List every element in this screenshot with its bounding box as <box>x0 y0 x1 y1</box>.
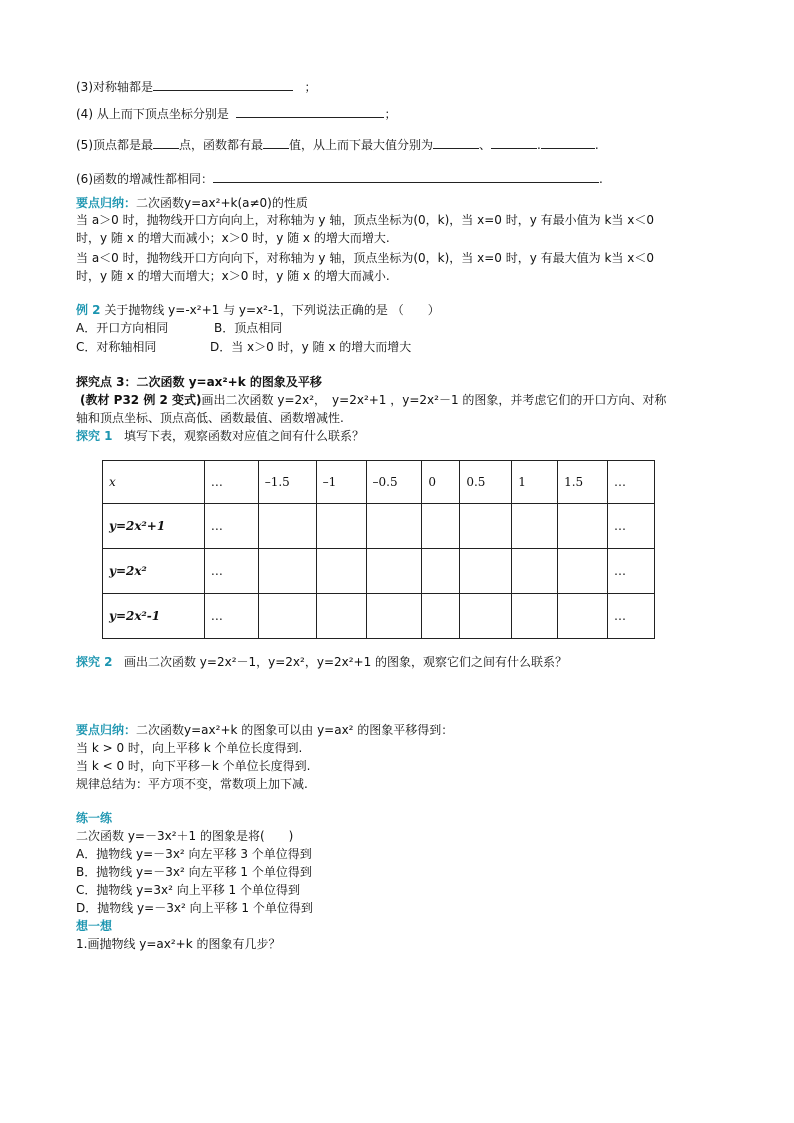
table-cell[interactable] <box>460 594 512 639</box>
summary1-title: 要点归纳： <box>76 196 137 210</box>
table-header-cell: … <box>608 461 655 504</box>
section3-source: (教材 P32 例 2 变式) <box>80 393 202 407</box>
summary2-line2: 当 k > 0 时，向上平移 k 个单位长度得到. <box>76 741 303 755</box>
q5-part-a: (5)顶点都是最 <box>76 138 153 152</box>
practice-option-c[interactable]: C．抛物线 y=3x² 向上平移 1 个单位得到 <box>76 883 300 897</box>
table-row <box>103 594 655 639</box>
table-cell[interactable] <box>558 549 608 594</box>
section3-line1-wrap <box>80 392 666 408</box>
section3-title: 探究点 3：二次函数 y=ax²+k 的图象及平移 <box>76 375 322 389</box>
table-cell[interactable] <box>316 549 366 594</box>
explore2-text: 画出二次函数 y=2x²－1，y=2x²，y=2x²+1 的图象，观察它们之间有什么联系？ <box>123 655 568 669</box>
q4-blank[interactable] <box>236 105 384 118</box>
table-cell[interactable] <box>422 594 460 639</box>
table-cell[interactable] <box>512 504 558 549</box>
table-cell[interactable] <box>460 504 512 549</box>
example2-question-line <box>76 302 440 318</box>
q4-suffix: ； <box>384 107 397 121</box>
q3-prefix: (3)对称轴都是 <box>76 80 153 94</box>
table-header-cell: 1 <box>512 461 558 504</box>
table-cell[interactable] <box>366 504 422 549</box>
q6-prefix: (6)函数的增减性都相同： <box>76 172 213 186</box>
practice-option-b[interactable]: B．抛物线 y=－3x² 向左平移 1 个单位得到 <box>76 865 312 879</box>
row-label: y=2x²-1 <box>103 594 205 639</box>
summary2-title: 要点归纳： <box>76 723 137 737</box>
row-label: y=2x²+1 <box>103 504 205 549</box>
table-row <box>103 549 655 594</box>
row-ellipsis-left: … <box>204 594 258 639</box>
question-6 <box>76 170 603 187</box>
table-header-cell: 0.5 <box>460 461 512 504</box>
q5-sep-1: 、 <box>479 138 492 152</box>
example2-option-c[interactable]: C．对称轴相同 <box>76 340 157 354</box>
table-cell[interactable] <box>258 594 316 639</box>
example2-option-d[interactable]: D．当 x＞0 时，y 随 x 的增大而增大 <box>210 340 412 354</box>
q6-suffix: . <box>599 172 603 186</box>
example2-row1 <box>76 320 283 336</box>
explore2-line <box>76 654 567 670</box>
q3-blank[interactable] <box>153 78 293 91</box>
summary1-line2: 时，y 随 x 的增大而减小；x＞0 时，y 随 x 的增大而增大. <box>76 231 390 245</box>
row-ellipsis-left: … <box>204 549 258 594</box>
table-cell[interactable] <box>558 504 608 549</box>
example2-question: 关于抛物线 y=-x²+1 与 y=x²-1，下列说法正确的是 （ ） <box>104 303 440 317</box>
practice-title: 练一练 <box>76 811 113 825</box>
table-row <box>103 504 655 549</box>
row-label: y=2x² <box>103 549 205 594</box>
table-header-cell: 1.5 <box>558 461 608 504</box>
table-cell[interactable] <box>258 549 316 594</box>
q5-part-c: 值，从上而下最大值分别为 <box>289 138 434 152</box>
table-header-cell: 0 <box>422 461 460 504</box>
explore1-line <box>76 428 364 444</box>
table-header-row <box>103 461 655 504</box>
row-ellipsis-left: … <box>204 504 258 549</box>
summary2-line3: 当 k < 0 时，向下平移－k 个单位长度得到. <box>76 759 311 773</box>
example2-option-b[interactable]: B．顶点相同 <box>214 321 283 335</box>
example2-option-a[interactable]: A．开口方向相同 <box>76 321 169 335</box>
q5-sep-2: . <box>537 138 541 152</box>
table-header-cell: –1.5 <box>258 461 316 504</box>
q5-blank-4[interactable] <box>491 136 537 149</box>
explore2-title: 探究 2 <box>76 655 113 669</box>
summary1-heading-line <box>76 195 308 211</box>
q5-blank-5[interactable] <box>541 136 595 149</box>
example2-title: 例 2 <box>76 303 101 317</box>
summary2-line4: 规律总结为：平方项不变，常数项上加下减. <box>76 777 308 791</box>
question-5 <box>76 136 599 153</box>
q5-end: . <box>594 138 599 152</box>
explore1-text: 填写下表，观察函数对应值之间有什么联系？ <box>123 429 364 443</box>
table-cell[interactable] <box>512 549 558 594</box>
table-header-cell: … <box>204 461 258 504</box>
q4-prefix: (4) 从上而下顶点坐标分别是 <box>76 107 229 121</box>
table-cell[interactable] <box>422 549 460 594</box>
practice-question: 二次函数 y=－3x²＋1 的图象是将( ) <box>76 829 294 843</box>
practice-option-a[interactable]: A．抛物线 y=－3x² 向左平移 3 个单位得到 <box>76 847 312 861</box>
table-header-cell: –1 <box>316 461 366 504</box>
explore1-title: 探究 1 <box>76 429 113 443</box>
q6-blank[interactable] <box>213 170 599 183</box>
summary2-line1: 二次函数y=ax²+k 的图象可以由 y=ax² 的图象平移得到： <box>136 723 454 737</box>
table-cell[interactable] <box>366 549 422 594</box>
q5-blank-3[interactable] <box>433 136 479 149</box>
table-header-cell: –0.5 <box>366 461 422 504</box>
q5-blank-2[interactable] <box>263 136 289 149</box>
table-cell[interactable] <box>316 504 366 549</box>
row-ellipsis-right: … <box>608 549 655 594</box>
table-cell[interactable] <box>512 594 558 639</box>
table-cell[interactable] <box>366 594 422 639</box>
table-cell[interactable] <box>422 504 460 549</box>
table-header-cell: x <box>103 461 205 504</box>
summary1-line4: 时，y 随 x 的增大而增大；x＞0 时，y 随 x 的增大而减小. <box>76 269 390 283</box>
table-cell[interactable] <box>316 594 366 639</box>
section3-line1: 画出二次函数 y=2x²， y=2x²+1 ，y=2x²－1 的图象，并考虑它们的开口方向、对称 <box>201 393 667 407</box>
value-table <box>102 460 655 639</box>
summary1-line3: 当 a＜0 时，抛物线开口方向向下，对称轴为 y 轴，顶点坐标为(0，k)，当 x=0 时，y 有最大值为 k当 x＜0 <box>76 251 654 265</box>
section3-line2: 轴和顶点坐标、顶点高低、函数最值、函数增减性. <box>76 411 344 425</box>
practice-option-d[interactable]: D．抛物线 y=－3x² 向上平移 1 个单位得到 <box>76 901 313 915</box>
q5-part-b: 点，函数都有最 <box>179 138 264 152</box>
table-cell[interactable] <box>558 594 608 639</box>
q3-suffix: ； <box>304 80 317 94</box>
table-cell[interactable] <box>460 549 512 594</box>
question-4 <box>76 105 396 122</box>
summary1-line1: 当 a＞0 时，抛物线开口方向向上，对称轴为 y 轴，顶点坐标为(0，k)，当 x=0 时，y 有最小值为 k当 x＜0 <box>76 213 654 227</box>
row-ellipsis-right: … <box>608 504 655 549</box>
summary1-heading: 二次函数y=ax²+k(a≠0)的性质 <box>136 196 308 210</box>
question-3 <box>76 78 316 95</box>
think-question-1: 1.画抛物线 y=ax²+k 的图象有几步？ <box>76 937 281 951</box>
example2-row2 <box>76 339 412 355</box>
row-ellipsis-right: … <box>608 594 655 639</box>
summary2-line1-wrap <box>76 722 453 738</box>
think-title: 想一想 <box>76 919 113 933</box>
q5-blank-1[interactable] <box>153 136 179 149</box>
table-cell[interactable] <box>258 504 316 549</box>
